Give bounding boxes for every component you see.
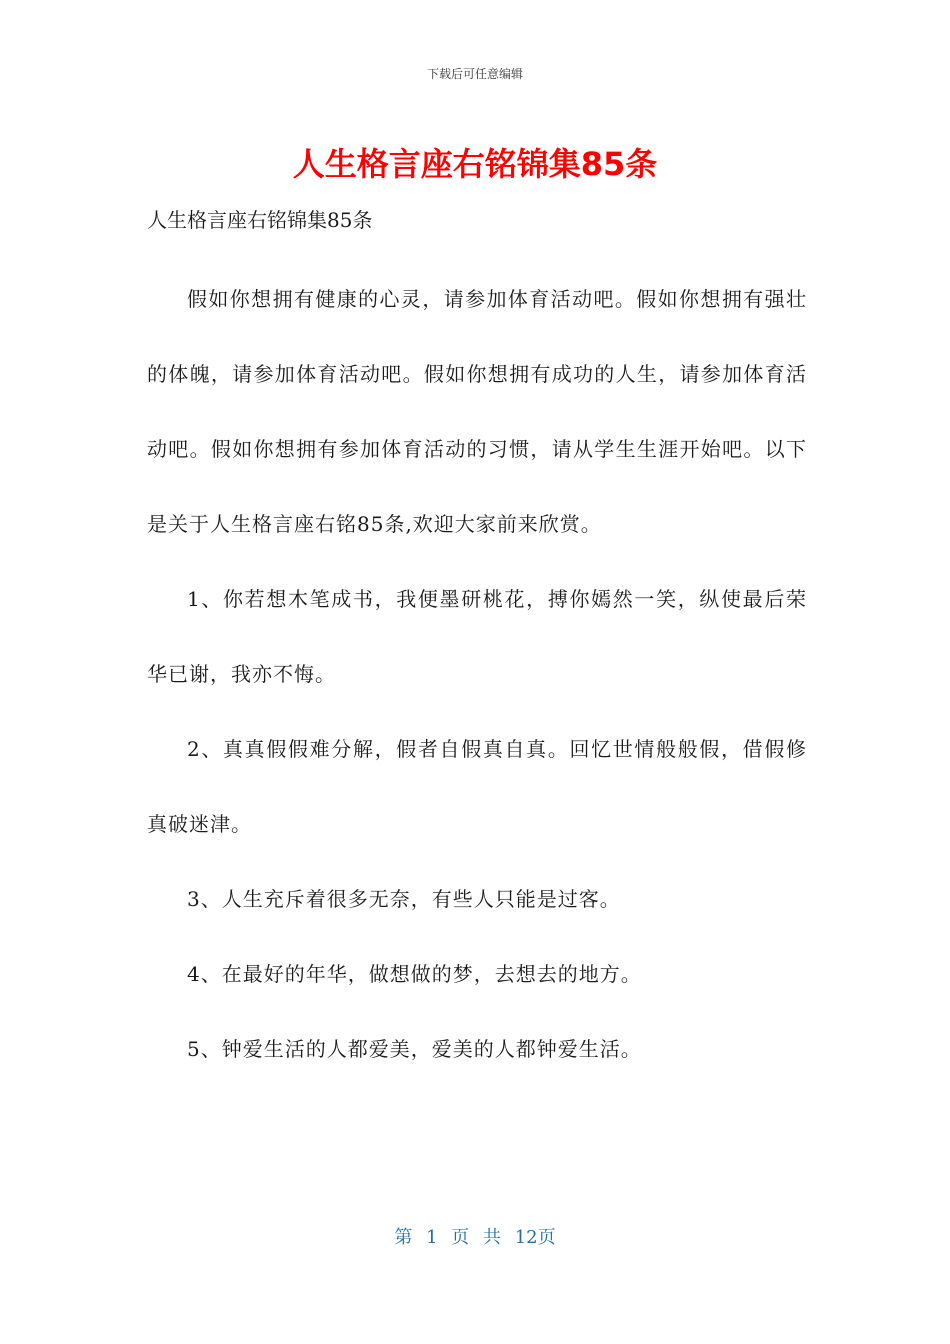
page-header-note: 下载后可任意编辑 (426, 67, 523, 81)
document-subtitle: 人生格言座右铭锦集85条 (147, 208, 373, 232)
page-number: 第 1 页 共 12页 (394, 1227, 556, 1248)
document-title: 人生格言座右铭锦集85条 (292, 145, 658, 183)
quote-item: 1、你若想木笔成书，我便墨研桃花，搏你嫣然一笑，纵使最后荣华已谢，我亦不悔。 (147, 587, 807, 686)
quote-item: 3、人生充斥着很多无奈，有些人只能是过客。 (187, 887, 621, 911)
quote-item: 2、真真假假难分解，假者自假真自真。回忆世情般般假，借假修真破迷津。 (147, 737, 807, 836)
quote-item: 5、钟爱生活的人都爱美，爱美的人都钟爱生活。 (187, 1037, 642, 1061)
intro-paragraph: 假如你想拥有健康的心灵，请参加体育活动吧。假如你想拥有强壮的体魄，请参加体育活动吧。假如你想拥有成功的人生，请参加体育活动吧。假如你想拥有参加体育活动的习惯，请从学生生涯开始吧。以下是关于人生格言座右铭85条,欢迎大家前来欣赏。 (147, 287, 807, 536)
quote-item: 4、在最好的年华，做想做的梦，去想去的地方。 (187, 962, 642, 986)
document-body (147, 262, 807, 1087)
